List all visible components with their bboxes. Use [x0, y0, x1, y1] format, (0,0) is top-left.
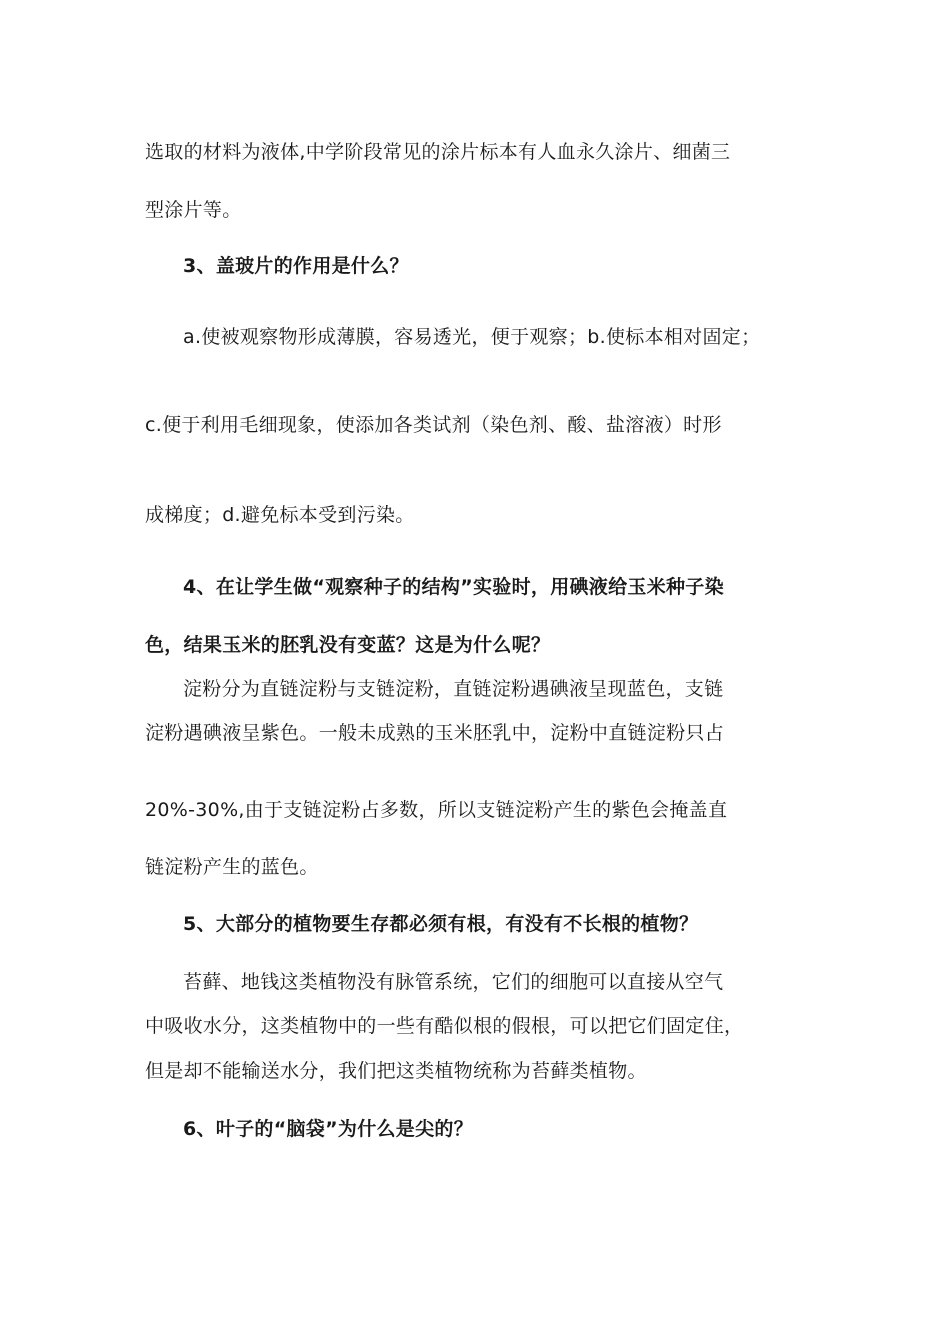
paragraph-line: 型涂片等。: [145, 199, 242, 221]
question-heading: 4、在让学生做“观察种子的结构”实验时，用碘液给玉米种子染: [183, 576, 724, 598]
paragraph-line: a.使被观察物形成薄膜，容易透光，便于观察；b.使标本相对固定；: [183, 326, 761, 348]
paragraph-line: 但是却不能输送水分，我们把这类植物统称为苔藓类植物。: [145, 1060, 647, 1082]
question-heading: 3、盖玻片的作用是什么？: [183, 255, 409, 277]
question-heading: 色，结果玉米的胚乳没有变蓝？这是为什么呢？: [145, 634, 551, 656]
paragraph-line: 中吸收水分，这类植物中的一些有酷似根的假根，可以把它们固定住，: [145, 1015, 744, 1037]
question-heading: 6、叶子的“脑袋”为什么是尖的？: [183, 1118, 473, 1140]
paragraph-line: 链淀粉产生的蓝色。: [145, 856, 319, 878]
paragraph-line: c.便于利用毛细现象，使添加各类试剂（染色剂、酸、盐溶液）时形: [145, 414, 722, 436]
question-heading: 5、大部分的植物要生存都必须有根，有没有不长根的植物？: [183, 913, 699, 935]
paragraph-line: 成梯度；d.避免标本受到污染。: [145, 504, 415, 526]
paragraph-line: 淀粉分为直链淀粉与支链淀粉，直链淀粉遇碘液呈现蓝色，支链: [183, 678, 724, 700]
paragraph-line: 苔藓、地钱这类植物没有脉管系统，它们的细胞可以直接从空气: [183, 971, 724, 993]
paragraph-line: 淀粉遇碘液呈紫色。一般未成熟的玉米胚乳中，淀粉中直链淀粉只占: [145, 722, 725, 744]
paragraph-line: 20%-30%,由于支链淀粉占多数，所以支链淀粉产生的紫色会掩盖直: [145, 799, 728, 821]
paragraph-line: 选取的材料为液体,中学阶段常见的涂片标本有人血永久涂片、细菌三: [145, 141, 731, 163]
